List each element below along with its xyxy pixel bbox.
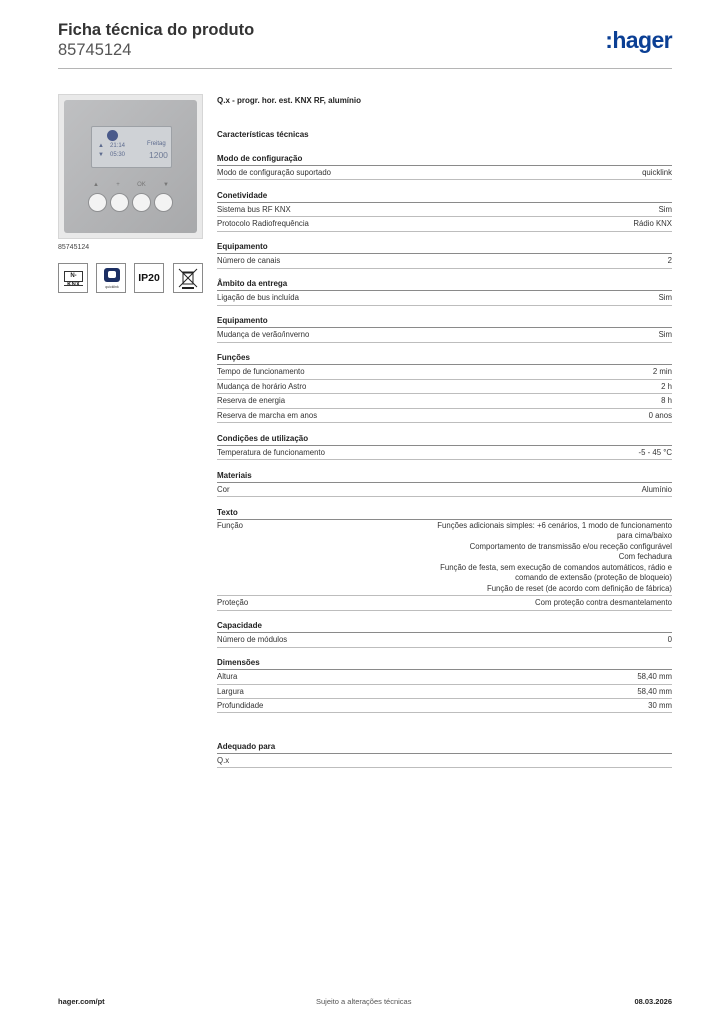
quicklink-q-icon (96, 263, 126, 293)
spec-value: 8 h (661, 396, 672, 406)
section-text (217, 507, 672, 611)
section-dimensions (217, 657, 672, 713)
section-suitable-for (217, 741, 672, 768)
spec-value: Sim (658, 205, 672, 214)
section-capacity (217, 620, 672, 647)
spec-value: 2 min (652, 367, 672, 377)
screen-mode-icon (107, 130, 118, 141)
section-title: Condições de utilização (217, 433, 672, 446)
spec-value: 2 (667, 256, 672, 266)
spec-label: Proteção (217, 598, 249, 608)
screen-up-arrow-icon: ▲ (98, 143, 104, 149)
spec-value: 2 h (661, 381, 672, 391)
ip-rating-icon: IP20 (134, 263, 164, 293)
spec-label: Mudança de horário Astro (217, 381, 307, 391)
spec-value: Sim (658, 293, 672, 303)
function-line: Comportamento de transmissão e/ou receção configurável (469, 541, 672, 551)
spec-row (217, 394, 672, 408)
spec-label: Ligação de bus incluída (217, 293, 299, 303)
spec-value-multiline (372, 521, 672, 595)
up-arrow-icon: ▲ (93, 182, 99, 188)
spec-row (217, 409, 672, 423)
spec-row (217, 203, 672, 217)
section-title: Âmbito da entrega (217, 278, 672, 291)
spec-label: Q.x (217, 755, 230, 765)
certification-icons (58, 263, 208, 293)
spec-label: Largura (217, 686, 244, 696)
section-title: Modo de configuração (217, 153, 672, 166)
spec-label: Função (217, 520, 244, 530)
spec-value: 0 anos (648, 410, 672, 420)
function-line: Função de reset (de acordo com definição de fábrica) (486, 583, 672, 593)
function-line: Função de festa, sem execução de comandos automáticos, rádio e (440, 562, 672, 572)
section-delivery-scope (217, 278, 672, 305)
page-footer (58, 997, 672, 1009)
spec-row (217, 685, 672, 699)
function-line: para cima/baixo (616, 531, 672, 541)
weee-disposal-icon (173, 263, 203, 293)
function-line: Funções adicionais simples: +6 cenários, 1 modo de funcionamento (437, 520, 672, 530)
spec-label: Número de canais (217, 256, 281, 266)
screen-time-down: 05:30 (110, 152, 126, 158)
spec-value: 58,40 mm (637, 686, 672, 696)
spec-value: -5 - 45 °C (638, 447, 672, 457)
spec-row (217, 365, 672, 379)
technical-specs (217, 96, 672, 778)
spec-label: Sistema bus RF KNX (217, 205, 291, 214)
spec-row (217, 633, 672, 647)
spec-label: Cor (217, 484, 230, 494)
product-number: 85745124 (58, 41, 132, 59)
hager-logo: :hager (605, 27, 672, 53)
function-line: comando de extensão (proteção de bloqueio) (515, 573, 672, 583)
footer-disclaimer: Sujeito a alterações técnicas (316, 997, 412, 1006)
spec-row (217, 670, 672, 684)
device-button-2 (110, 193, 129, 212)
section-title: Equipamento (217, 315, 672, 328)
spec-row (217, 446, 672, 460)
spec-row (217, 380, 672, 394)
product-image (58, 94, 203, 239)
spec-row (217, 699, 672, 713)
knx-certification-icon (58, 263, 88, 293)
spec-value: Com proteção contra desmantelamento (535, 598, 672, 608)
knx-text: N- (64, 271, 83, 282)
spec-row (217, 483, 672, 497)
spec-label: Reserva de energia (217, 396, 286, 406)
spec-label: Modo de configuração suportado (217, 168, 331, 177)
section-title: Capacidade (217, 620, 672, 633)
spec-label: Profundidade (217, 700, 264, 710)
spec-row (217, 217, 672, 231)
spec-value: Alumínio (641, 484, 672, 494)
device-screen (91, 126, 172, 168)
section-title: Texto (217, 507, 672, 520)
spec-row (217, 520, 672, 597)
tech-specs-title: Características técnicas (217, 130, 309, 139)
section-materials (217, 470, 672, 497)
image-caption: 85745124 (58, 244, 90, 251)
section-usage-conditions (217, 433, 672, 460)
section-title: Dimensões (217, 657, 672, 670)
document-title: Ficha técnica do produto (58, 21, 255, 39)
plus-icon: + (116, 182, 120, 188)
section-title: Materiais (217, 470, 672, 483)
device-button-1 (88, 193, 107, 212)
screen-time-up: 21:14 (110, 143, 126, 149)
spec-value: quicklink (642, 168, 672, 177)
crossed-bin-icon (174, 264, 202, 292)
spec-value: Rádio KNX (633, 219, 672, 229)
device-plate (64, 100, 197, 233)
button-labels (93, 182, 169, 188)
section-connectivity (217, 190, 672, 232)
spec-label: Altura (217, 672, 238, 682)
spec-label: Protocolo Radiofrequência (217, 219, 309, 229)
down-arrow-icon: ▼ (163, 182, 169, 188)
footer-website-link[interactable]: hager.com/pt (58, 997, 105, 1006)
ok-label: OK (137, 182, 146, 188)
screen-day: Freitag (147, 141, 166, 147)
spec-value: 30 mm (648, 700, 672, 710)
section-functions (217, 352, 672, 423)
spec-value: Sim (658, 330, 672, 340)
spec-label: Tempo de funcionamento (217, 367, 305, 377)
screen-down-arrow-icon: ▼ (98, 152, 104, 158)
section-title: Adequado para (217, 741, 672, 754)
spec-value: 58,40 mm (637, 672, 672, 682)
page-header (58, 20, 672, 70)
spec-row (217, 596, 672, 610)
section-title: Conetividade (217, 190, 672, 203)
spec-label: Reserva de marcha em anos (217, 410, 318, 420)
section-equipment (217, 241, 672, 268)
section-title: Funções (217, 352, 672, 365)
spec-row (217, 328, 672, 342)
footer-date: 08.03.2026 (634, 997, 672, 1006)
device-button-3 (132, 193, 151, 212)
section-title: Equipamento (217, 241, 672, 254)
section-configuration (217, 153, 672, 180)
spec-row (217, 291, 672, 305)
spec-value: 0 (667, 635, 672, 645)
quicklink-text: quicklink (105, 285, 119, 289)
spec-row (217, 166, 672, 180)
spec-label: Número de módulos (217, 635, 288, 645)
header-divider (58, 68, 672, 69)
section-equipment-2 (217, 315, 672, 342)
product-name: Q.x - progr. hor. est. KNX RF, alumínio (217, 96, 362, 105)
screen-clock: 1200 (149, 150, 168, 160)
spec-label: Mudança de verão/inverno (217, 330, 310, 340)
function-line: Com fechadura (618, 552, 672, 562)
spec-label: Temperatura de funcionamento (217, 447, 325, 457)
spec-row (217, 754, 672, 768)
spec-row (217, 254, 672, 268)
device-button-4 (154, 193, 173, 212)
